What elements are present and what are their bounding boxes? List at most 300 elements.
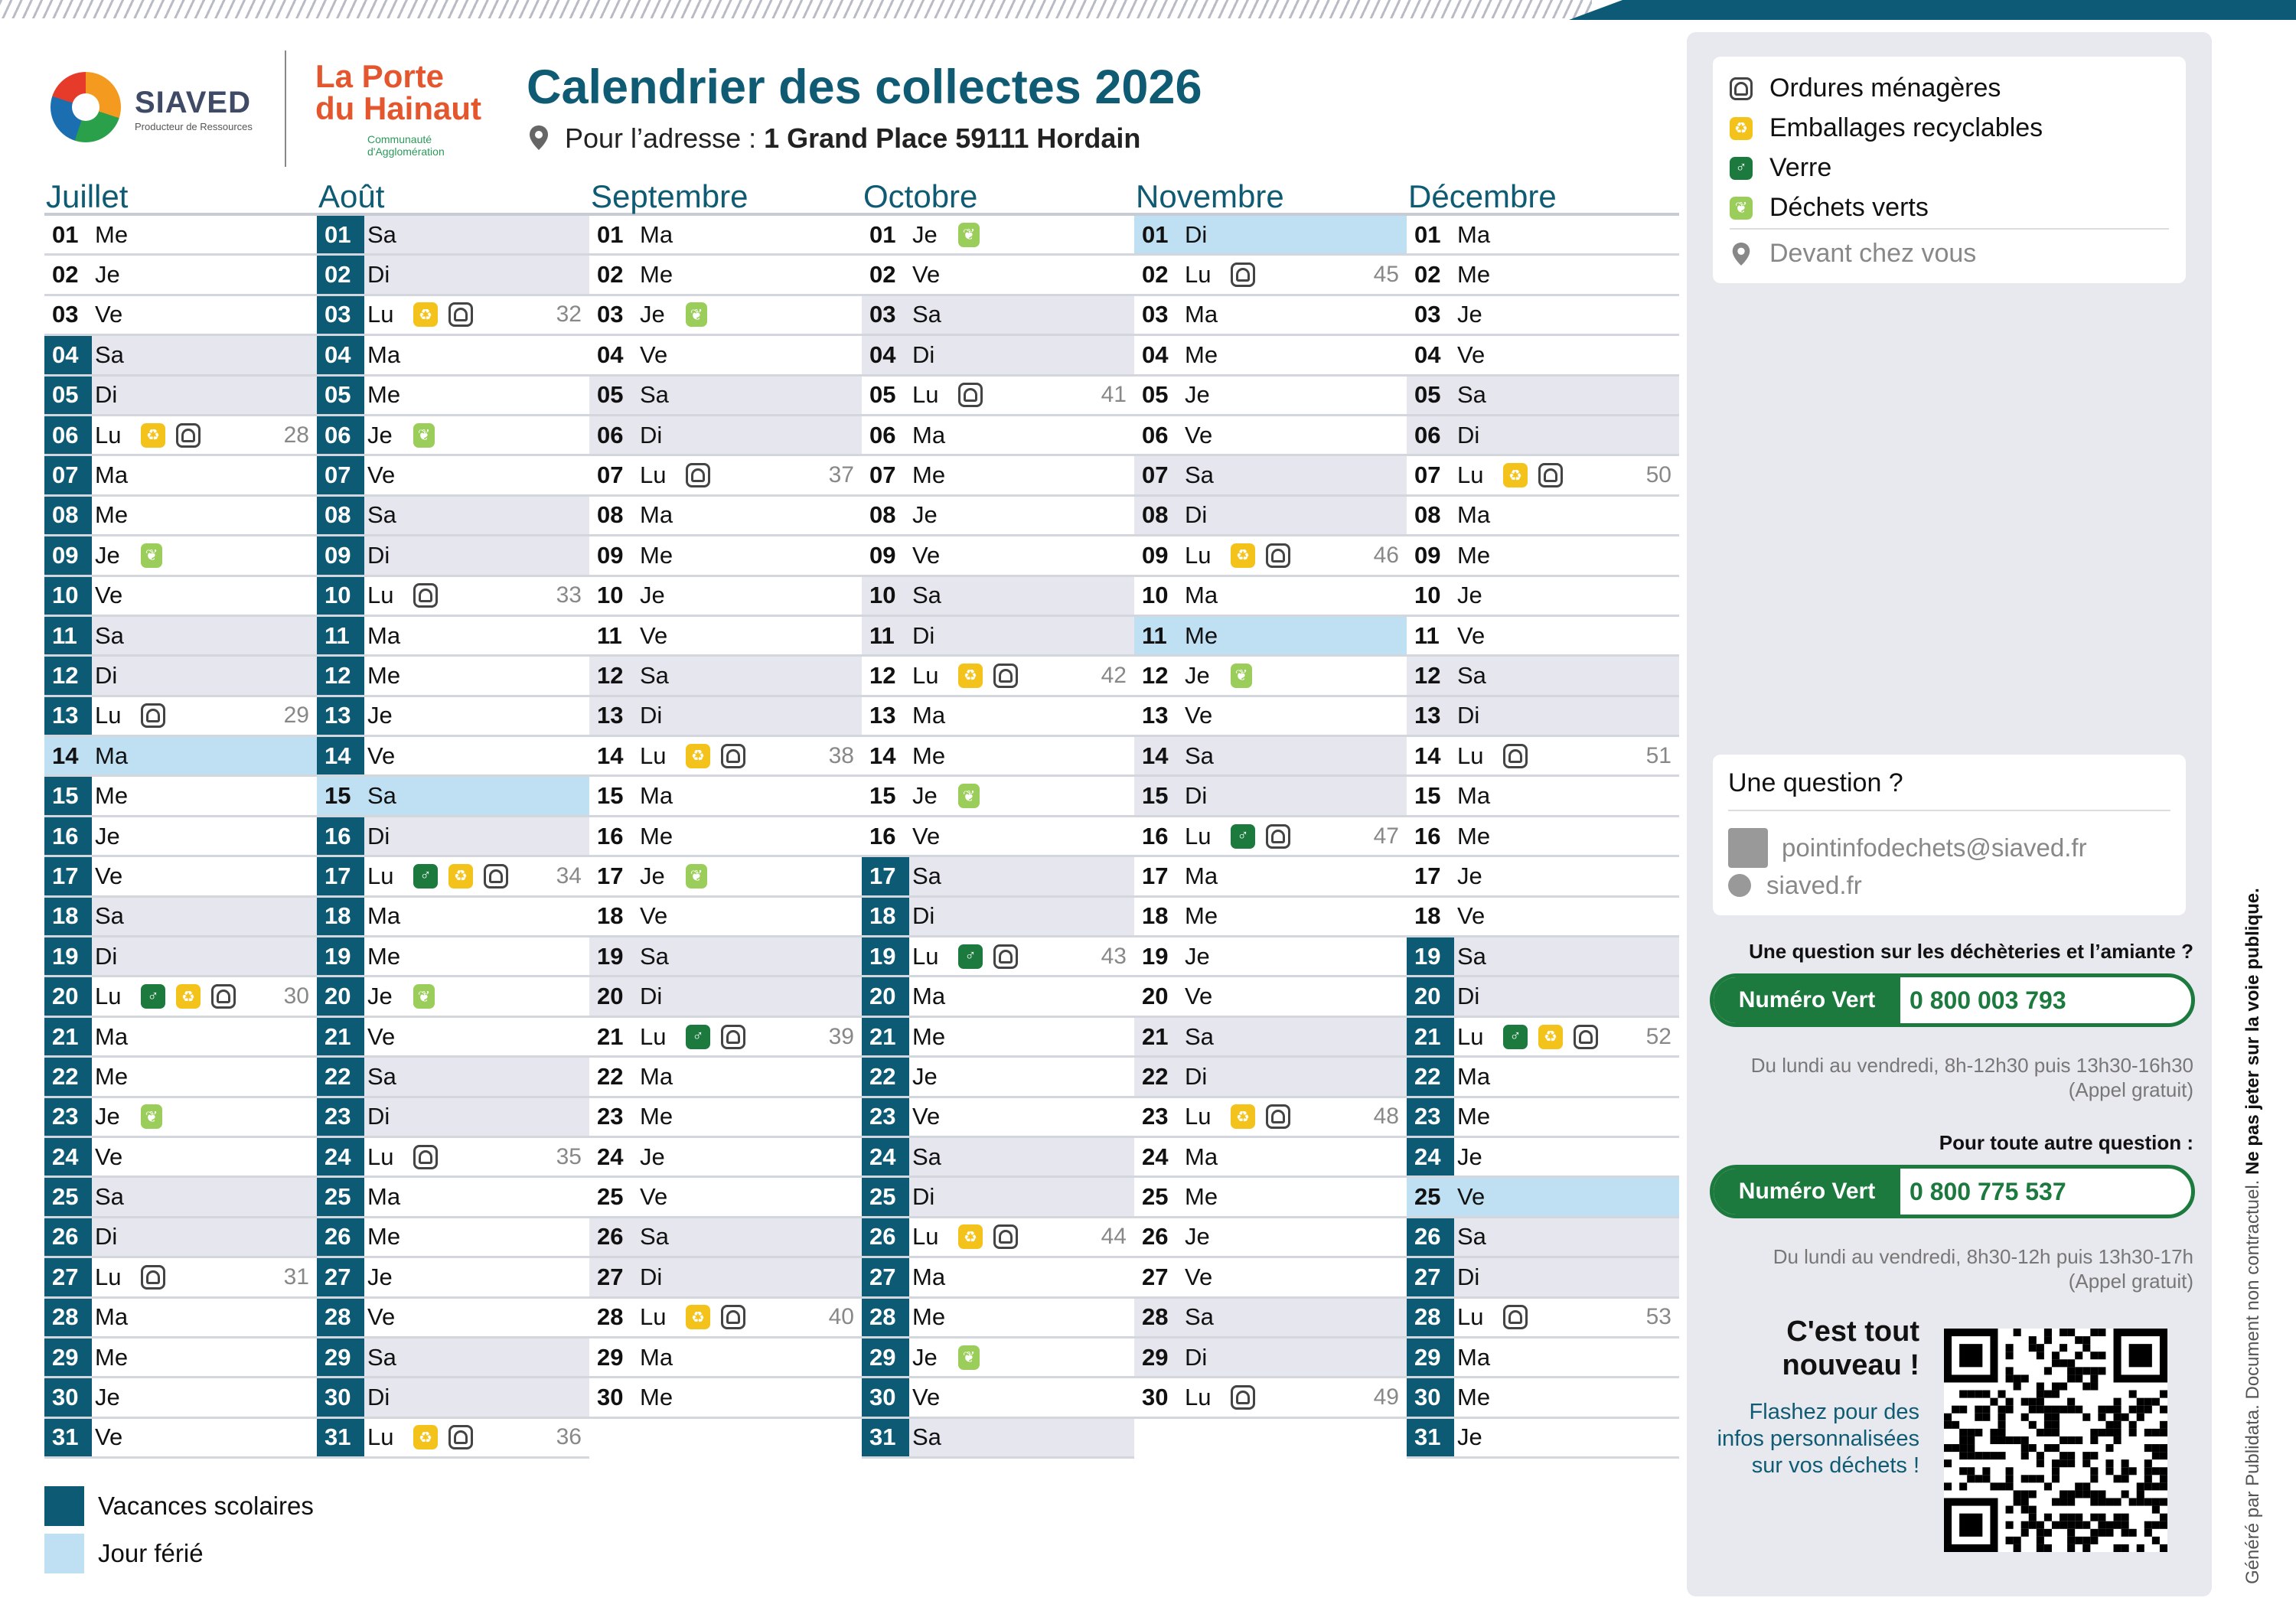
day-row (1407, 1058, 1679, 1097)
day-number: 10 (1142, 582, 1169, 609)
glass-bottle-icon: ♂ (686, 1025, 710, 1049)
day-name: Di (95, 1223, 118, 1250)
day-name: Lu (1185, 541, 1212, 569)
week-number: 36 (556, 1424, 582, 1450)
day-number: 12 (1414, 661, 1441, 689)
contact-email[interactable] (1728, 828, 2087, 868)
day-name: Di (640, 983, 663, 1010)
household-waste-icon (176, 423, 201, 448)
day-name: Ma (1185, 582, 1218, 609)
collection-icons (141, 543, 162, 568)
recycling-icon: ♻ (1231, 543, 1255, 568)
day-number: 14 (317, 737, 364, 774)
day-name: Sa (1185, 461, 1214, 489)
household-waste-icon (448, 302, 473, 327)
day-number: 03 (1414, 301, 1441, 328)
day-row (44, 256, 317, 295)
day-row (317, 657, 589, 696)
day-name: Lu (1457, 742, 1484, 769)
siaved-logo-name: SIAVED (135, 86, 251, 119)
day-row (44, 977, 317, 1017)
day-number: 06 (869, 421, 896, 448)
day-name: Di (1457, 983, 1480, 1010)
day-row (1407, 377, 1679, 416)
day-name: Je (95, 261, 120, 289)
day-name: Ve (1185, 421, 1213, 448)
day-name: Je (367, 983, 393, 1010)
day-number: 07 (869, 461, 896, 489)
day-number: 07 (1414, 461, 1441, 489)
day-row (862, 737, 1134, 777)
day-name: Ve (912, 822, 941, 849)
day-name: Sa (1457, 1223, 1486, 1250)
legend-devant-label: Devant chez vous (1769, 239, 1977, 268)
day-row (44, 336, 317, 376)
day-name: Lu (367, 862, 394, 889)
day-name: Je (640, 1143, 665, 1170)
day-name: Di (1457, 702, 1480, 729)
day-row (1134, 1299, 1407, 1339)
day-name: Je (912, 1062, 938, 1090)
footer-publidata: Publidata. Document non contractuel. (2242, 1179, 2263, 1486)
collection-icons (413, 1145, 438, 1169)
day-name: Ve (640, 1183, 668, 1211)
day-name: Je (1457, 862, 1482, 889)
day-row (317, 937, 589, 977)
day-row (1134, 296, 1407, 336)
day-number: 28 (862, 1299, 909, 1336)
legend-vacances (44, 1486, 314, 1526)
day-name: Ve (1185, 983, 1213, 1010)
collection-icons (1231, 1104, 1290, 1129)
day-row (44, 216, 317, 256)
day-row (44, 737, 317, 777)
day-number: 14 (52, 742, 79, 769)
day-number: 27 (862, 1258, 909, 1296)
day-row (317, 416, 589, 456)
week-number: 46 (1373, 542, 1399, 568)
day-row (317, 1339, 589, 1378)
day-name: Ma (640, 1062, 673, 1090)
lpdh-sub: Communauté d'Agglomération (367, 133, 445, 158)
day-name: Je (95, 822, 120, 849)
day-row (317, 1218, 589, 1258)
legend-devant (1730, 239, 1976, 269)
day-row (1407, 416, 1679, 456)
recycling-icon: ♻ (686, 744, 710, 768)
day-row (317, 898, 589, 937)
week-number: 47 (1373, 823, 1399, 849)
day-row (589, 577, 862, 617)
day-name: Di (1457, 1263, 1480, 1290)
day-number: 27 (597, 1263, 624, 1290)
day-row (1407, 657, 1679, 696)
leaf-icon: ❦ (958, 223, 980, 247)
day-number: 14 (1142, 742, 1169, 769)
day-number: 15 (869, 782, 896, 810)
day-name: Je (1185, 661, 1210, 689)
day-number: 21 (1407, 1018, 1454, 1055)
day-row (589, 256, 862, 295)
week-number: 31 (283, 1264, 309, 1290)
hotline2-badge[interactable] (1710, 1165, 2195, 1218)
day-number: 02 (1414, 261, 1441, 289)
day-number: 22 (44, 1058, 92, 1095)
day-name: Ma (1457, 501, 1491, 529)
household-waste-icon (484, 864, 508, 889)
day-row (589, 1018, 862, 1058)
day-name: Je (367, 702, 393, 729)
day-row (862, 1178, 1134, 1218)
day-name: Ve (367, 1303, 396, 1331)
day-number: 21 (317, 1018, 364, 1055)
day-number: 30 (1142, 1384, 1169, 1411)
household-waste-icon (1730, 77, 1753, 100)
recycling-icon: ♻ (413, 1425, 438, 1449)
day-name: Ve (1457, 341, 1486, 368)
contact-website-text[interactable]: siaved.fr (1766, 871, 1862, 899)
day-name: Ma (1457, 1062, 1491, 1090)
day-number: 16 (44, 817, 92, 855)
day-number: 14 (869, 742, 896, 769)
day-number: 25 (1414, 1183, 1441, 1211)
day-name: Lu (640, 742, 667, 769)
day-number: 29 (317, 1339, 364, 1376)
day-number: 26 (317, 1218, 364, 1256)
day-number: 26 (1142, 1223, 1169, 1250)
day-number: 29 (862, 1339, 909, 1376)
day-name: Ve (912, 1103, 941, 1130)
week-number: 29 (283, 703, 309, 729)
day-number: 12 (44, 657, 92, 694)
day-name: Je (912, 1343, 938, 1371)
collection-icons (1231, 543, 1290, 568)
day-name: Sa (912, 1143, 941, 1170)
day-number: 04 (1142, 341, 1169, 368)
day-name: Lu (95, 983, 122, 1010)
day-row (1407, 1018, 1679, 1058)
day-row (44, 617, 317, 657)
day-row (1407, 456, 1679, 496)
day-name: Sa (1457, 381, 1486, 409)
day-number: 18 (1142, 902, 1169, 930)
day-row (1407, 777, 1679, 817)
day-name: Di (912, 341, 935, 368)
day-name: Ve (95, 301, 123, 328)
day-name: Lu (1185, 822, 1212, 849)
day-row (44, 777, 317, 817)
day-row (862, 697, 1134, 737)
day-row (1134, 777, 1407, 817)
day-name: Di (640, 702, 663, 729)
hotline2-hours (1658, 1244, 2193, 1293)
day-number: 25 (862, 1178, 909, 1215)
day-number: 12 (1142, 661, 1169, 689)
day-number: 05 (1142, 381, 1169, 409)
legend-ordures-label: Ordures ménagères (1769, 73, 2001, 103)
day-row (589, 977, 862, 1017)
day-row (862, 857, 1134, 897)
day-row (862, 617, 1134, 657)
hotline1-number[interactable]: 0 800 003 793 (1910, 986, 2066, 1014)
day-name: Ve (1457, 902, 1486, 930)
day-number: 06 (44, 416, 92, 454)
week-number: 33 (556, 582, 582, 608)
day-name: Je (1457, 582, 1482, 609)
contact-email-text[interactable]: pointinfodechets@siaved.fr (1782, 833, 2087, 862)
day-row (44, 1058, 317, 1097)
day-name: Sa (1185, 742, 1214, 769)
siaved-logo (44, 63, 266, 155)
day-row (862, 416, 1134, 456)
week-number: 35 (556, 1143, 582, 1169)
day-number: 26 (1407, 1218, 1454, 1256)
glass-bottle-icon: ♂ (1503, 1025, 1528, 1049)
glass-bottle-icon: ♂ (1730, 157, 1753, 180)
address-value: 1 Grand Place 59111 Hordain (764, 122, 1141, 154)
day-row (862, 577, 1134, 617)
legend-verre (1730, 153, 1831, 183)
day-name: Me (95, 1062, 129, 1090)
day-row (589, 898, 862, 937)
day-number: 11 (869, 621, 895, 649)
day-name: Ma (367, 621, 401, 649)
day-row (589, 1258, 862, 1298)
collection-icons (141, 423, 201, 448)
day-row (862, 256, 1134, 295)
day-row (317, 1018, 589, 1058)
day-row (1407, 697, 1679, 737)
day-number: 02 (1142, 261, 1169, 289)
day-row (1407, 937, 1679, 977)
day-name: Sa (912, 301, 941, 328)
day-name: Sa (367, 501, 396, 529)
day-name: Ve (1457, 1183, 1486, 1211)
day-number: 21 (597, 1022, 624, 1050)
day-row (862, 1339, 1134, 1378)
month-name: Décembre (1407, 178, 1679, 216)
location-pin-icon (1730, 243, 1753, 266)
collection-icons (686, 463, 710, 487)
day-row (1134, 577, 1407, 617)
day-name: Je (1457, 301, 1482, 328)
week-number: 38 (828, 742, 854, 768)
week-number: 50 (1645, 462, 1671, 488)
day-number: 29 (597, 1343, 624, 1371)
day-row (1407, 857, 1679, 897)
day-name: Sa (367, 782, 396, 810)
day-name: Ve (640, 621, 668, 649)
day-name: Di (95, 942, 118, 970)
day-number: 21 (1142, 1022, 1169, 1050)
day-number: 11 (597, 621, 622, 649)
month-column (44, 178, 317, 1459)
month-name: Novembre (1134, 178, 1407, 216)
day-name: Sa (367, 220, 396, 248)
day-row (1134, 857, 1407, 897)
day-number: 08 (1142, 501, 1169, 529)
day-name: Me (1185, 621, 1218, 649)
day-name: Ma (912, 1263, 946, 1290)
day-number: 13 (597, 702, 624, 729)
hotline1-badge[interactable] (1710, 973, 2195, 1027)
day-row (589, 416, 862, 456)
day-row (1407, 617, 1679, 657)
month-column (589, 178, 862, 1419)
new-feature-title: C'est tout nouveau ! (1782, 1316, 1919, 1381)
qr-code[interactable] (1944, 1329, 2167, 1552)
collection-icons (1503, 463, 1563, 487)
legend-ordures (1730, 73, 2001, 103)
day-number: 29 (1407, 1339, 1454, 1376)
day-number: 22 (862, 1058, 909, 1095)
recycling-icon: ♻ (686, 1305, 710, 1329)
week-number: 39 (828, 1023, 854, 1049)
day-name: Me (640, 822, 673, 849)
day-number: 15 (1142, 782, 1169, 810)
day-row (317, 256, 589, 295)
day-name: Lu (367, 1423, 394, 1451)
day-name: Sa (95, 902, 124, 930)
day-name: Sa (1185, 1303, 1214, 1331)
header-band (1569, 0, 2296, 20)
household-waste-icon (1574, 1025, 1598, 1049)
day-number: 22 (597, 1062, 624, 1090)
month-column (1407, 178, 1679, 1459)
day-number: 02 (317, 256, 364, 293)
day-row (862, 1138, 1134, 1178)
day-row (1407, 977, 1679, 1017)
day-number: 31 (1407, 1419, 1454, 1456)
household-waste-icon (1231, 1385, 1255, 1410)
day-number: 20 (44, 977, 92, 1015)
day-number: 07 (44, 456, 92, 494)
day-name: Ve (912, 1384, 941, 1411)
day-row (1134, 657, 1407, 696)
address-prefix: Pour l’adresse : (565, 122, 765, 154)
day-number: 13 (44, 697, 92, 735)
collection-icons (686, 864, 707, 889)
day-row (1134, 497, 1407, 536)
day-row (317, 1138, 589, 1178)
day-name: Ma (640, 782, 673, 810)
day-row (317, 777, 589, 817)
day-number: 01 (1142, 220, 1169, 248)
day-row (589, 657, 862, 696)
page-title: Calendrier des collectes 2026 (527, 60, 1202, 114)
day-row (1134, 336, 1407, 376)
day-name: Lu (1457, 1022, 1484, 1050)
day-row (1134, 1058, 1407, 1097)
day-number: 08 (869, 501, 896, 529)
collection-icons (1231, 1385, 1255, 1410)
day-number: 15 (44, 777, 92, 814)
hotline2-number[interactable]: 0 800 775 537 (1910, 1177, 2066, 1205)
day-number: 21 (862, 1018, 909, 1055)
day-row (317, 817, 589, 857)
day-row (1407, 737, 1679, 777)
day-number: 19 (1407, 937, 1454, 975)
day-number: 30 (44, 1378, 92, 1416)
day-name: Sa (95, 621, 124, 649)
day-row (317, 1419, 589, 1459)
day-number: 03 (317, 296, 364, 334)
day-name: Lu (367, 582, 394, 609)
day-name: Ve (1185, 702, 1213, 729)
day-name: Lu (640, 1022, 667, 1050)
month-column (1134, 178, 1407, 1419)
hotline1-label: Numéro Vert (1714, 977, 1900, 1023)
siaved-logo-tagline: Producteur de Ressources (135, 121, 253, 132)
day-row (44, 296, 317, 336)
collection-icons (1503, 1305, 1528, 1329)
household-waste-icon (993, 944, 1018, 969)
day-name: Sa (912, 1423, 941, 1451)
porte-du-hainaut-logo (315, 60, 514, 159)
day-name: Di (95, 381, 118, 409)
day-number: 21 (44, 1018, 92, 1055)
day-name: Ve (95, 1143, 123, 1170)
day-row (1134, 737, 1407, 777)
day-name: Je (95, 1384, 120, 1411)
legend-dechets-verts (1730, 193, 1929, 223)
lpdh-line2: du Hainaut (315, 90, 481, 126)
contact-website[interactable] (1728, 871, 1862, 900)
day-row (1134, 416, 1407, 456)
day-number: 11 (44, 617, 92, 654)
day-name: Sa (1185, 1022, 1214, 1050)
collection-icons (686, 744, 745, 768)
day-row (862, 536, 1134, 576)
leaf-icon: ❦ (413, 984, 435, 1009)
disclaimer-vertical (2242, 888, 2264, 1584)
day-row (589, 617, 862, 657)
day-row (1134, 937, 1407, 977)
day-number: 01 (317, 216, 364, 253)
day-row (862, 937, 1134, 977)
household-waste-icon (721, 1305, 745, 1329)
month-name: Août (317, 178, 589, 216)
day-number: 02 (869, 261, 896, 289)
day-row (317, 577, 589, 617)
day-name: Di (640, 1263, 663, 1290)
day-number: 28 (317, 1299, 364, 1336)
day-number: 15 (325, 782, 351, 810)
day-name: Lu (1185, 1384, 1212, 1411)
legend-emballages-label: Emballages recyclables (1769, 113, 2043, 142)
day-row (44, 1138, 317, 1178)
day-row (44, 1299, 317, 1339)
day-row (317, 497, 589, 536)
day-number: 07 (317, 456, 364, 494)
day-name: Di (367, 261, 390, 289)
day-number: 03 (597, 301, 624, 328)
day-number: 04 (317, 336, 364, 373)
day-row (862, 1419, 1134, 1459)
month-name: Octobre (862, 178, 1134, 216)
glass-bottle-icon: ♂ (413, 864, 438, 889)
day-row (1407, 296, 1679, 336)
household-waste-icon (721, 1025, 745, 1049)
day-name: Sa (1457, 661, 1486, 689)
day-number: 24 (862, 1138, 909, 1175)
hotline1-hours (1658, 1053, 2193, 1102)
collection-icons (413, 423, 435, 448)
day-number: 07 (1142, 461, 1169, 489)
day-number: 06 (317, 416, 364, 454)
day-number: 30 (862, 1378, 909, 1416)
week-number: 49 (1373, 1384, 1399, 1410)
